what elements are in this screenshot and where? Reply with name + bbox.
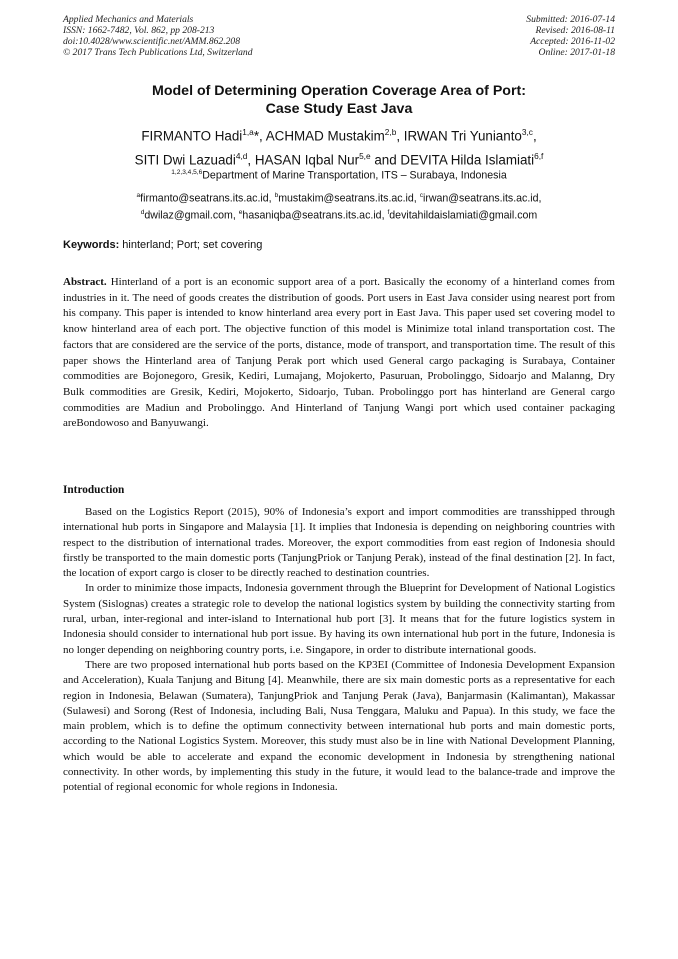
abstract-label: Abstract. [63, 276, 107, 288]
abstract [63, 275, 615, 432]
email-link[interactable]: devitahildaislamiati@gmail.com [389, 209, 538, 222]
journal-copyright: © 2017 Trans Tech Publications Ltd, Switzerland [63, 47, 253, 58]
email-sup: c [419, 192, 423, 199]
date-revised: Revised: 2016-08-11 [535, 25, 615, 36]
email-link[interactable]: dwilaz@gmail.com [144, 209, 233, 222]
author-sep: *, [253, 128, 266, 144]
author-name: IRWAN Tri Yunianto [403, 128, 522, 144]
affiliation [40, 166, 638, 183]
author-line-1 [40, 122, 638, 146]
keywords-label: Keywords: [63, 239, 120, 251]
author-sup: 5,e [359, 151, 371, 162]
journal-name: Applied Mechanics and Materials [63, 14, 194, 25]
author-sup: 1,a [242, 127, 254, 137]
email-sup: a [136, 192, 141, 199]
author-sep: and [370, 152, 401, 168]
author-name: ACHMAD Mustakim [265, 128, 385, 144]
abstract-text: Hinterland of a port is an economic support area of a port. Basically the economy of a hinterland comes from industries in it. The need of goods creates the distribution of goods. Port users in East Java consider using nearest port from his company. This paper is intended to know hinterland area every port in East Java. This paper used set covering model to know hinterland area of each port. The objective function of this model is Minimize total inland transportation cost. The factors that are considered are the service of the ports, distance, mode of transport, and transportation time. The result of this paper shows the Hinterland area of Tanjung Perak port which used General cargo packaging is Surabaya, Container commodities are Bojonegoro, Gresik, Kediri, Lumajang, Mojokerto, Pasuruan, Probolinggo, Sidoarjo and Malanng, Dry Bulk commodities are Gresik, Kediri, Mojokerto, Sidoarjo, Tuban. Probolinggo port has hinterland are General cargo commodities are Madiun and Probolinggo. And Hinterland of Tanjung Wangi port which used container packaging areBondowoso and Banyuwangi. [63, 276, 615, 430]
paragraph: In order to minimize those impacts, Indonesia government through the Blueprint for Development of National Logistics System (Sislognas) creates a strategic role to develop the national logistics system by building the connectivity starting from rural, urban, inter-regional and inter-island to International hub port [3]. It means that for the future logistics system in Indonesia should consider to international hub port issue. By having its own international hub port in the future, Indonesia is no longer depending on neighboring country ports, i.e. Singapore, in order to distribute international goods. [63, 582, 615, 656]
introduction-body [63, 505, 615, 796]
email-link[interactable]: mustakim@seatrans.its.ac.id [278, 192, 414, 205]
email-line-1: $^a$firmanto@seatrans.its.ac.id, $^b$mustakim@seatrans.its.ac.id, $^c$irwan@seatrans.its.ac.id, [136, 192, 542, 205]
date-online: Online: 2017-01-18 [538, 47, 615, 58]
email-sup: b [274, 192, 279, 199]
author-name: HASAN Iqbal Nur [254, 152, 360, 168]
paragraph: There are two proposed international hub ports based on the KP3EI (Committee of Indonesia Development Expansion and Acceleration), Kuala Tanjung and Bitung [4]. Meanwhile, there are six main domestic ports as a representative for each region in Indonesia, Belawan (Sumatera), TanjungPriok and Tanjung Perak (Java), Banjarmasin (Kalimantan), Makassar (Sulawesi) and Sorong (Rest of Indonesia, including Bali, Nusa Tenggara, Maluku and Papua). In this study, we face the main problem, which is to define the optimum connectivity between international hub ports and main domestic ports, according to the National Logistics System. Moreover, this study must also be in line with National Development Planning, which would be able to accelerate and expand the economic development in Indonesia by strengthening national connectivity. In other words, by implementing this study in the future, it would lead to the balance-trade and improve the potential of regional economic for whole regions in Indonesia. [63, 658, 615, 794]
author-sup: 3,c [521, 127, 533, 137]
journal-issn: ISSN: 1662-7482, Vol. 862, pp 208-213 [63, 25, 215, 36]
author-sup: 4,d [235, 151, 248, 162]
author-name: DEVITA Hilda Islamiati [400, 152, 535, 168]
section-heading-introduction: Introduction [63, 484, 125, 496]
date-submitted: Submitted: 2016-07-14 [526, 14, 615, 25]
journal-doi[interactable]: doi:10.4028/www.scientific.net/AMM.862.208 [63, 36, 241, 47]
keywords-text: hinterland; Port; set covering [119, 239, 263, 251]
paragraph: Based on the Logistics Report (2015), 90% of Indonesia’s export and import commodities are transshipped through international hub ports in Singapore and Malaysia [1]. It implies that Indonesia is depending on neighboring countries with respect to the distribution of international trades. Moreover, the export commodities from east region of Indonesia should firstly be transported to the main domestic ports (TanjungPriok or Tanjung Perak), instead of the final destination [2]. In fact, the location of export cargo is closer to be directly reached to destination countries. [63, 506, 615, 580]
email-link[interactable]: irwan@seatrans.its.ac.id [422, 192, 539, 205]
journal-info [63, 14, 253, 58]
author-sep: , [396, 128, 404, 144]
author-name: FIRMANTO Hadi [141, 128, 243, 144]
affiliation-sup: 1,2,3,4,5,6 [171, 169, 203, 176]
date-accepted: Accepted: 2016-11-02 [530, 36, 615, 47]
paper-title [40, 82, 638, 118]
paper-title-line-1: Model of Determining Operation Coverage Area of Port: [152, 83, 526, 99]
author-emails [40, 189, 638, 223]
paper-title-line-2: Case Study East Java [265, 101, 413, 117]
email-sup: e [238, 209, 243, 217]
email-sup: d [140, 209, 145, 217]
author-name: SITI Dwi Lazuadi [134, 152, 236, 168]
affiliation-text: Department of Marine Transportation, ITS – Surabaya, Indonesia [202, 169, 507, 182]
author-sep: , [247, 152, 255, 168]
author-list [40, 122, 638, 171]
email-link[interactable]: firmanto@seatrans.its.ac.id [140, 192, 269, 205]
email-line-2: $^d$dwilaz@gmail.com, $^e$hasaniqba@seatrans.its.ac.id, $^f$devitahildaislamiati@gmail.com [140, 209, 538, 222]
author-sep: , [532, 128, 537, 144]
author-sup: 6,f [534, 151, 544, 162]
email-link[interactable]: hasaniqba@seatrans.its.ac.id [242, 209, 382, 222]
author-sup: 2,b [384, 127, 397, 137]
keywords [63, 238, 615, 252]
email-sup: f [387, 209, 390, 217]
publication-dates [526, 14, 615, 58]
